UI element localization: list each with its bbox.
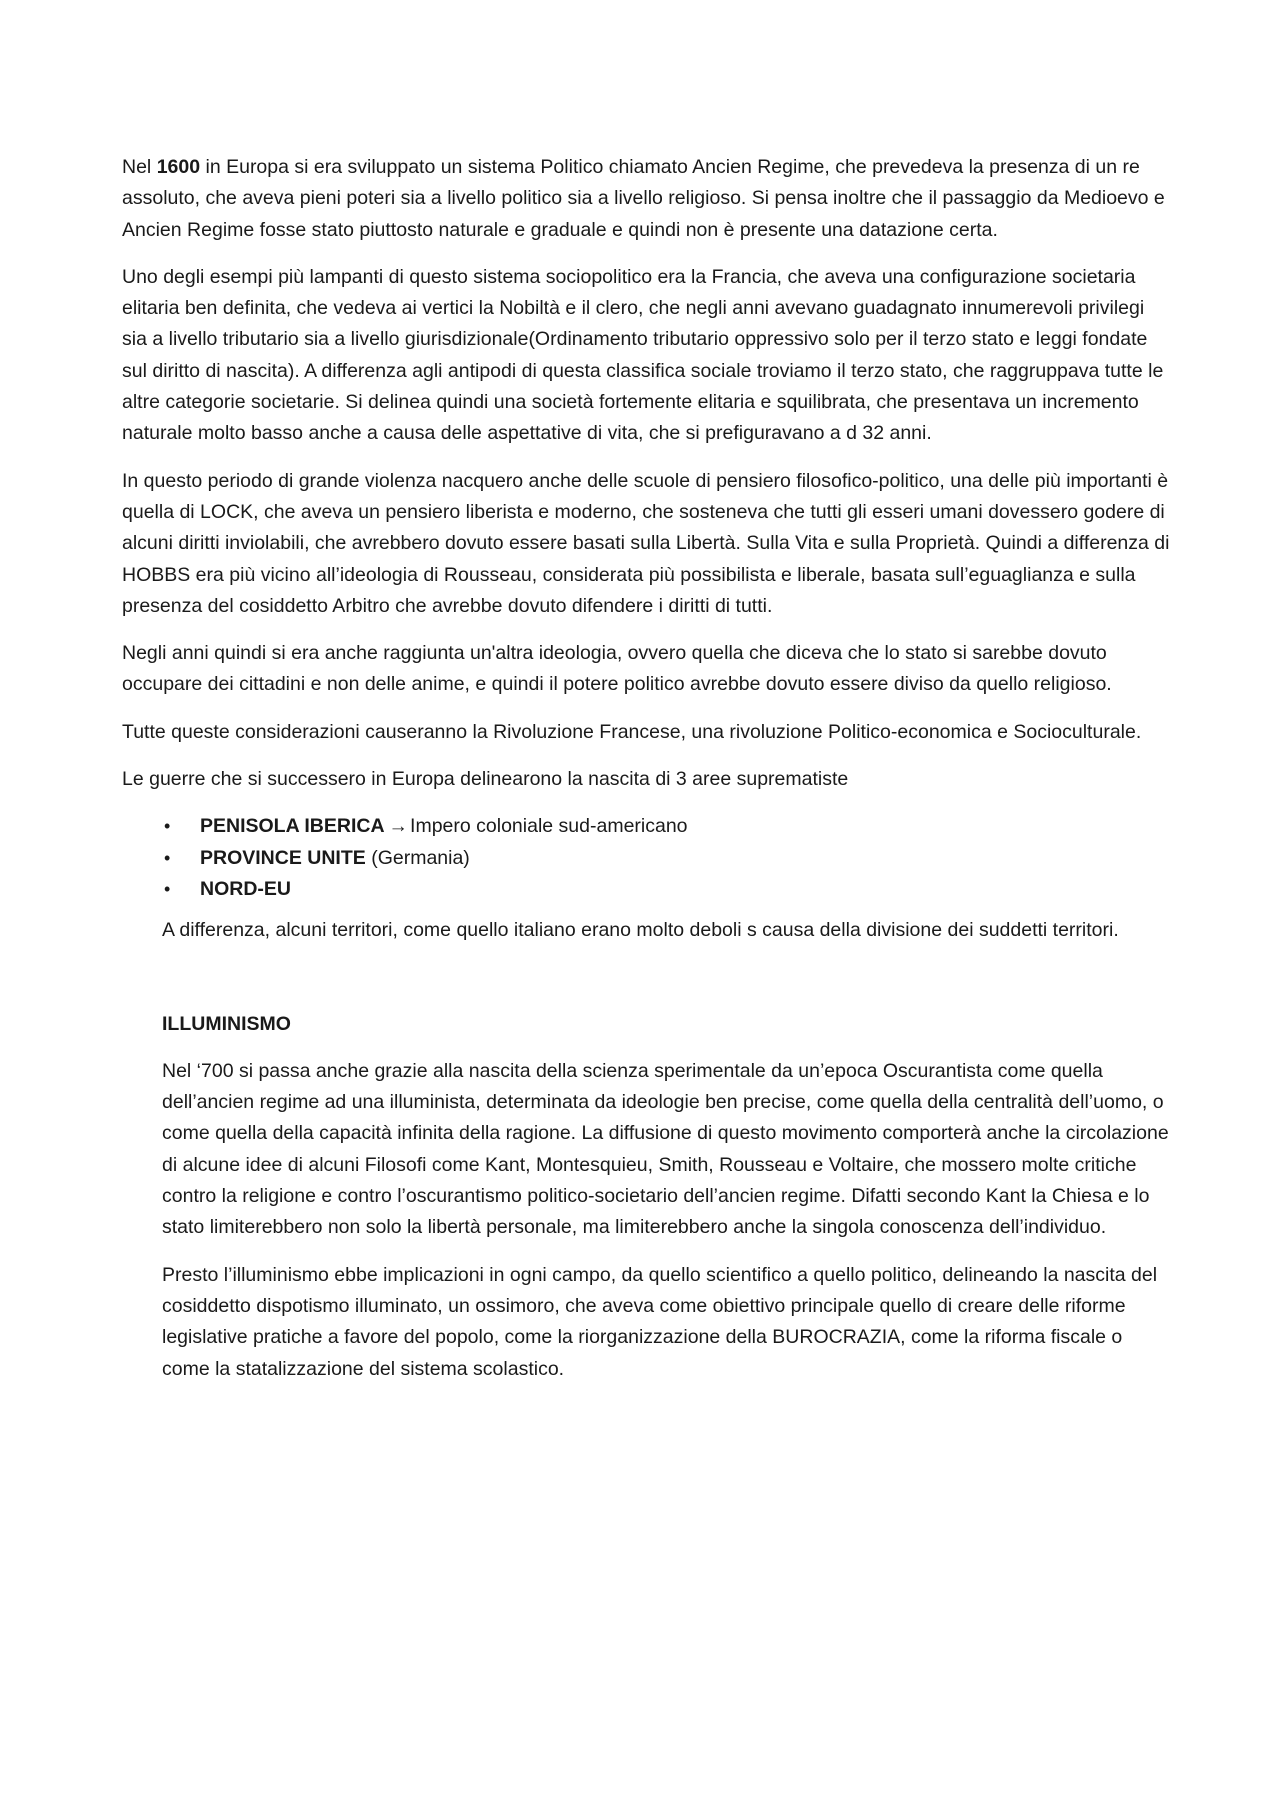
list-item-bold: PENISOLA IBERICA (200, 815, 385, 838)
p1-year: 1600 (156, 156, 201, 178)
paragraph-dispotismo: Presto l’illuminismo ebbe implicazioni in ogni campo, da quello scientifico a quello politico, delineando la nascita del cosiddetto dispotismo illuminato, un ossimoro, che aveva come obiettivo principale quello di creare delle riforme legislative pratiche a favore del popolo, come la riorganizzazione della BUROCRAZIA, come la riforma fiscale o come la statalizzazione del sistema scolastico. (162, 1263, 1158, 1380)
paragraph-italia: A differenza, alcuni territori, come quello italiano erano molto deboli s causa della divisione dei suddetti territori. (162, 919, 1119, 942)
list-item-text: Impero coloniale sud-americano (410, 815, 688, 838)
paragraph-guerre: Le guerre che si successero in Europa delinearono la nascita di 3 aree suprematiste (122, 768, 849, 791)
paragraph-rivoluzione: Tutte queste considerazioni causeranno la Rivoluzione Francese, una rivoluzione Politico-economica e Socioculturale. (122, 720, 1142, 743)
list-item (122, 843, 1172, 874)
paragraph-ideologia: Negli anni quindi si era anche raggiunta un'altra ideologia, ovvero quella che diceva che lo stato si sarebbe dovuto occupare dei cittadini e non delle anime, e quindi il potere politico avrebbe dovuto essere diviso da quello religioso. (122, 642, 1112, 696)
list-item-bold: NORD-EU (200, 877, 291, 900)
paragraph-ancien-regime (122, 152, 1172, 246)
list-item-text: (Germania) (365, 846, 470, 869)
section-heading-illuminismo: ILLUMINISMO (162, 1012, 291, 1035)
bullet-icon: • (164, 878, 171, 899)
list-item (122, 874, 1172, 905)
bullet-icon: • (164, 847, 171, 868)
p1-text-before: Nel (122, 156, 157, 178)
paragraph-francia: Uno degli esempi più lampanti di questo sistema sociopolitico era la Francia, che aveva una configurazione societaria elitaria ben definita, che vedeva ai vertici la Nobiltà e il clero, che negli anni avevano guadagnato innumerevoli privilegi sia a livello tributario sia a livello giurisdizionale(Ordinamento tributario oppressivo solo per il terzo stato e leggi fondate sul diritto di nascita). A differenza agli antipodi di questa classifica sociale troviamo il terzo stato, che raggruppava tutte le altre categorie societarie. Si delinea quindi una società fortemente elitaria e squilibrata, che presentava un incremento naturale molto basso anche a causa delle aspettative di vita, che si prefiguravano a d 32 anni. (122, 265, 1164, 445)
document-page (122, 152, 1172, 1401)
paragraph-illuminismo: Nel ‘700 si passa anche grazie alla nascita della scienza sperimentale da un’epoca Oscurantista come quella dell’ancien regime ad una illuminista, determinata da ideologie ben precise, come quella della centralità dell’uomo, o come quella della capacità infinita della ragione. La diffusione di questo movimento comporterà anche la circolazione di alcune idee di alcuni Filosofi come Kant, Montesquieu, Smith, Rousseau e Voltaire, che mossero molte critiche contro la religione e contro l’oscurantismo politico-societario dell’ancien regime. Difatti secondo Kant la Chiesa e lo stato limiterebbero non solo la libertà personale, ma limiterebbero anche la singola conoscenza dell’individuo. (162, 1059, 1169, 1239)
arrow-right-icon: → (388, 815, 409, 838)
p1-text-after: in Europa si era sviluppato un sistema Politico chiamato Ancien Regime, che prevedeva la presenza di un re assoluto, che aveva pieni poteri sia a livello politico sia a livello religioso. Si pensa inoltre che il passaggio da Medioevo e Ancien Regime fosse stato piuttosto naturale e graduale e quindi non è presente una datazione certa. (122, 156, 1165, 241)
list-item (122, 811, 1172, 842)
paragraph-lock: In questo periodo di grande violenza nacquero anche delle scuole di pensiero filosofico-politico, una delle più importanti è quella di LOCK, che aveva un pensiero liberista e moderno, che sosteneva che tutti gli esseri umani dovessero godere di alcuni diritti inviolabili, che avrebbero dovuto essere basati sulla Libertà. Sulla Vita e sulla Proprietà. Quindi a differenza di HOBBS era più vicino all’ideologia di Rousseau, considerata più possibilista e liberale, basata sull’eguaglianza e sulla presenza del cosiddetto Arbitro che avrebbe dovuto difendere i diritti di tutti. (122, 469, 1170, 617)
bullet-list (122, 811, 1172, 905)
bullet-icon: • (164, 816, 171, 837)
list-item-bold: PROVINCE UNITE (200, 846, 366, 869)
